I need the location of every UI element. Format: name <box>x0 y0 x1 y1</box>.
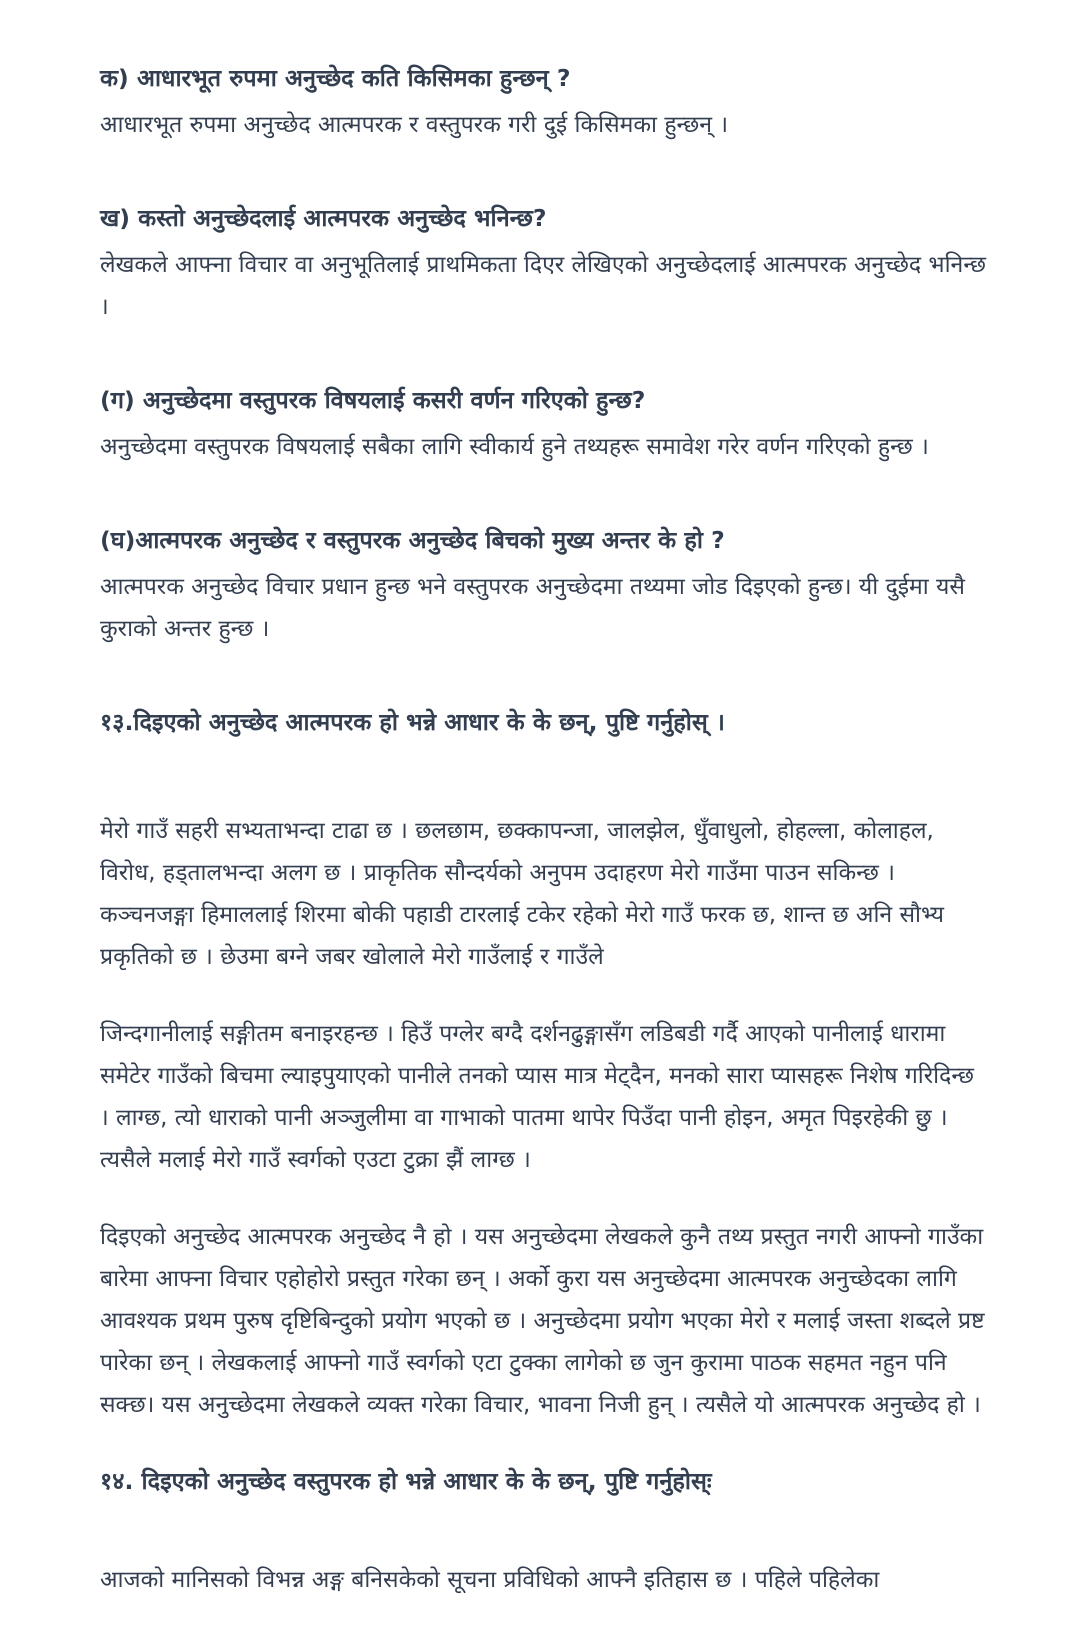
qa-section-gha <box>100 520 990 650</box>
answer-text-kha: लेखकले आफ्ना विचार वा अनुभूतिलाई प्राथमिकता दिएर लेखिएको अनुच्छेदलाई आत्मपरक अनुच्छेद भनिन्छ । <box>100 252 987 320</box>
question-14-heading: १४. दिइएको अनुच्छेद वस्तुपरक हो भन्ने आधार के के छन्, पुष्टि गर्नुहोस्ः <box>100 1467 712 1495</box>
passage-paragraph-2: जिन्दगानीलाई सङ्गीतम बनाइरहन्छ । हिउँ पग्लेर बग्दै दर्शनढुङ्गासँग लडिबडी गर्दै आएको पानीलाई धारामा समेटेर गाउँको बिचमा ल्याइपुयाएको पानीले तनको प्यास मात्र मेट्दैन, मनको सारा प्यासहरू निशेष गरिदिन्छ । लाग्छ, त्यो धाराको पानी अञ्जुलीमा वा गाभाको पातमा थापेर पिउँदा पानी होइन, अमृत पिइरहेकी छु । त्यसैले मलाई मेरो गाउँ स्वर्गको एउटा टुक्रा झैं लाग्छ । <box>100 1021 975 1173</box>
question-13-section <box>100 702 990 1426</box>
answer-text-ka: आधारभूत रुपमा अनुच्छेद आत्मपरक र वस्तुपरक गरी दुई किसिमका हुन्छन् । <box>100 112 729 138</box>
question-14-section <box>100 1461 990 1601</box>
qa-section-ka <box>100 58 990 146</box>
qa-section-kha <box>100 198 990 328</box>
question-heading-ga: (ग) अनुच्छेदमा वस्तुपरक विषयलाई कसरी वर्णन गरिएको हुन्छ? <box>100 386 646 414</box>
answer-paragraph-13: दिइएको अनुच्छेद आत्मपरक अनुच्छेद नै हो । यस अनुच्छेदमा लेखकले कुनै तथ्य प्रस्तुत नगरी आफ्नो गाउँका बारेमा आफ्ना विचार एहोहोरो प्रस्तुत गरेका छन् । अर्को कुरा यस अनुच्छेदमा आत्मपरक अनुच्छेदका लागि आवश्यक प्रथम पुरुष दृष्टिबिन्दुको प्रयोग भएको छ । अनुच्छेदमा प्रयोग भएका मेरो र मलाई जस्ता शब्दले प्रष्ट पारेका छन् । लेखकलाई आफ्नो गाउँ स्वर्गको एटा टुक्का लागेको छ जुन कुरामा पाठक सहमत नहुन पनि सक्छ। यस अनुच्छेदमा लेखकले व्यक्त गरेका विचार, भावना निजी हुन् । त्यसैले यो आत्मपरक अनुच्छेद हो । <box>100 1224 985 1418</box>
passage-paragraph-1: मेरो गाउँ सहरी सभ्यताभन्दा टाढा छ । छलछाम, छक्कापन्जा, जालझेल, धुँवाधुलो, होहल्ला, कोलाहल, विरोध, हड्तालभन्दा अलग छ । प्राकृतिक सौन्दर्यको अनुपम उदाहरण मेरो गाउँमा पाउन सकिन्छ । कञ्चनजङ्गा हिमाललाई शिरमा बोकी पहाडी टारलाई टकेर रहेको मेरो गाउँ फरक छ, शान्त छ अनि सौभ्य प्रकृतिको छ । छेउमा बग्ने जबर खोलाले मेरो गाउँलाई र गाउँले <box>100 818 944 970</box>
qa-section-ga <box>100 380 990 468</box>
answer-text-gha: आत्मपरक अनुच्छेद विचार प्रधान हुन्छ भने वस्तुपरक अनुच्छेदमा तथ्यमा जोड दिइएको हुन्छ। यी दुईमा यसै कुराको अन्तर हुन्छ । <box>100 574 965 642</box>
question-heading-gha: (घ)आत्मपरक अनुच्छेद र वस्तुपरक अनुच्छेद बिचको मुख्य अन्तर के हो ? <box>100 526 725 554</box>
question-heading-ka: क) आधारभूत रुपमा अनुच्छेद कति किसिमका हुन्छन् ? <box>100 64 571 92</box>
passage-paragraph-3: आजको मानिसको विभन्न अङ्ग बनिसकेको सूचना प्रविधिको आफ्नै इतिहास छ । पहिले पहिलेका <box>100 1567 880 1593</box>
answer-text-ga: अनुच्छेदमा वस्तुपरक विषयलाई सबैका लागि स्वीकार्य हुने तथ्यहरू समावेश गरेर वर्णन गरिएको हुन्छ । <box>100 434 929 460</box>
question-heading-kha: ख) कस्तो अनुच्छेदलाई आत्मपरक अनुच्छेद भनिन्छ? <box>100 204 547 232</box>
question-13-heading: १३.दिइएको अनुच्छेद आत्मपरक हो भन्ने आधार के के छन्, पुष्टि गर्नुहोस् । <box>100 708 725 736</box>
